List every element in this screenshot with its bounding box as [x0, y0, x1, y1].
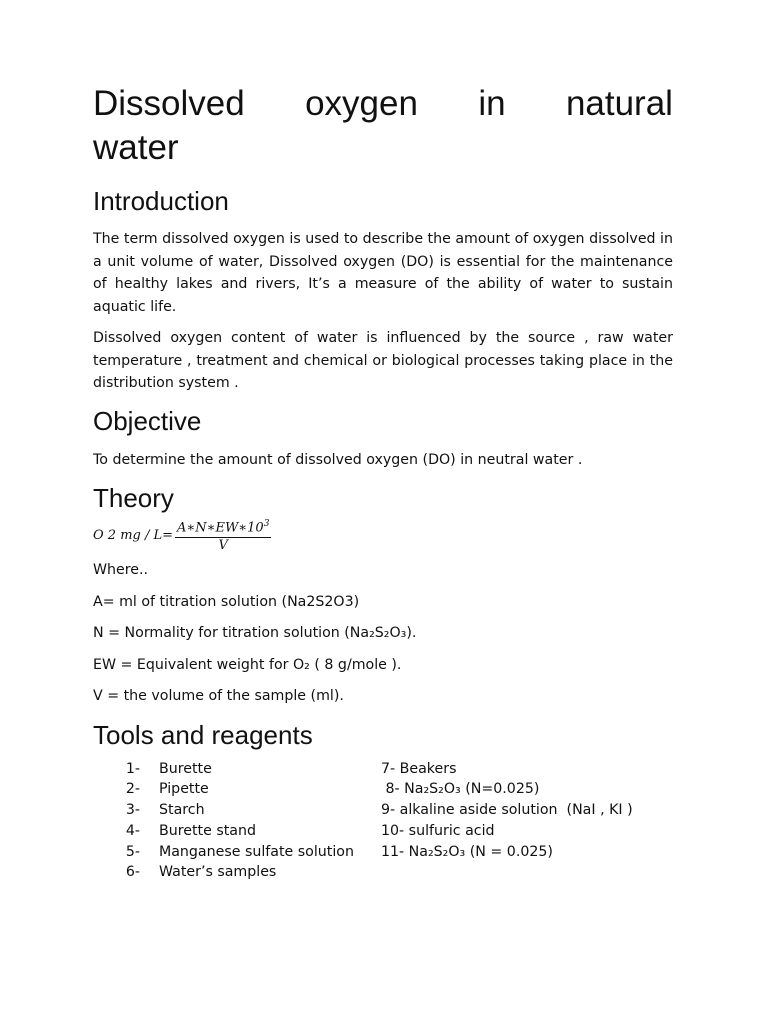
do-formula [93, 517, 673, 553]
objective-heading: Objective [93, 405, 202, 436]
list-item [114, 842, 354, 863]
formula-denominator: V [218, 537, 228, 553]
intro-paragraph-2: Dissolved oxygen content of water is influenced by the source , raw water temperature , treatment and chemical or biological processes taking place in the distribution system . [93, 330, 673, 391]
item-text: Burette stand [159, 822, 256, 839]
list-item: 7- Beakers [381, 760, 457, 777]
formula-lhs: O 2 mg / L= [93, 527, 174, 543]
item-number: 1- [125, 760, 140, 777]
item-number: 6- [125, 864, 140, 881]
objective-text: To determine the amount of dissolved oxygen (DO) in neutral water . [93, 451, 583, 468]
definition-ew: EW = Equivalent weight for O₂ ( 8 g/mole ). [93, 656, 402, 673]
item-text: Manganese sulfate solution [159, 843, 354, 860]
formula-exponent: 3 [263, 519, 270, 530]
intro-paragraph-1: The term dissolved oxygen is used to describe the amount of oxygen dissolved in a unit volume of water, Dissolved oxygen (DO) is essential for the maintenance of healthy lakes and rivers, It’s a measure of the ability of water to sustain aquatic life. [93, 231, 673, 315]
list-item [114, 759, 354, 780]
list-item [114, 821, 354, 842]
list-item: 11- Na₂S₂O₃ (N = 0.025) [381, 843, 553, 860]
theory-heading: Theory [93, 483, 174, 513]
formula-fraction [175, 516, 271, 553]
item-text: Burette [159, 760, 212, 777]
tools-heading: Tools and reagents [93, 719, 313, 750]
list-item: 10- sulfuric acid [381, 822, 495, 839]
title-line-2: water [93, 128, 179, 167]
item-text: Starch [159, 802, 205, 819]
title-word: Dissolved [93, 84, 245, 123]
list-item: 9- alkaline aside solution (NaI , KI ) [381, 802, 633, 819]
title-word: oxygen [305, 84, 418, 123]
title-line-1 [93, 82, 673, 126]
title-word: natural [565, 84, 673, 123]
tools-list [93, 759, 673, 889]
formula-numerator-text: A∗N∗EW∗10 [177, 520, 264, 536]
item-text: Water’s samples [159, 864, 277, 881]
tools-column-left [114, 759, 354, 884]
definition-n: N = Normality for titration solution (Na₂S₂O₃). [93, 625, 417, 641]
list-item [114, 862, 354, 883]
formula-numerator [175, 516, 271, 537]
item-number: 3- [125, 802, 140, 819]
list-item [114, 800, 354, 821]
where-label: Where.. [93, 562, 149, 578]
intro-heading: Introduction [93, 186, 229, 216]
document-title [93, 82, 673, 170]
tools-column-right [381, 759, 633, 863]
item-text: Pipette [159, 781, 209, 798]
definition-v: V = the volume of the sample (ml). [93, 688, 344, 704]
item-number: 2- [125, 781, 140, 798]
document-page [93, 82, 673, 889]
list-item: 8- Na₂S₂O₃ (N=0.025) [381, 781, 540, 798]
title-word: in [478, 84, 506, 123]
item-number: 5- [125, 843, 140, 860]
definition-a: A= ml of titration solution (Na2S2O3) [93, 593, 360, 610]
list-item [114, 779, 354, 800]
item-number: 4- [125, 822, 140, 839]
